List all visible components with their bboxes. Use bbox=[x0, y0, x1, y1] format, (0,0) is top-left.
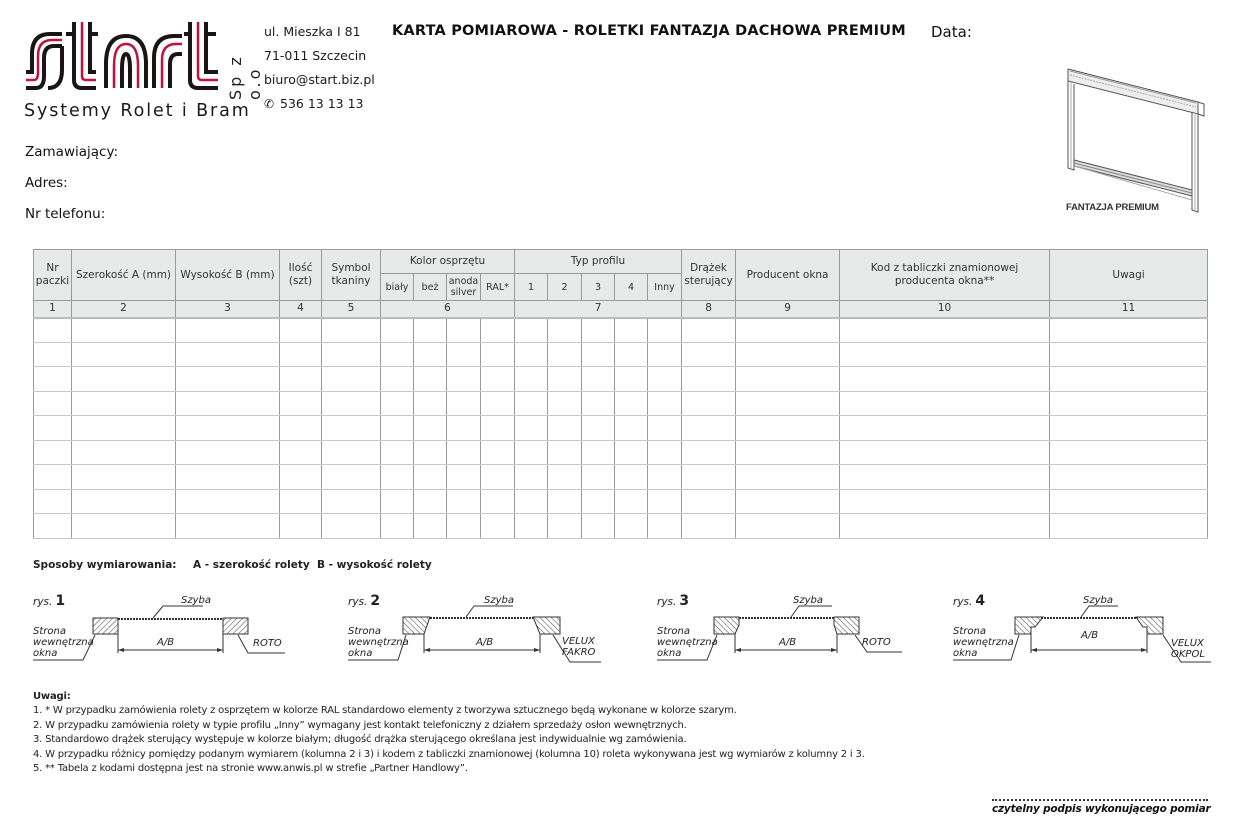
table-cell[interactable] bbox=[72, 440, 176, 465]
table-cell[interactable] bbox=[280, 416, 322, 441]
table-row bbox=[34, 367, 1208, 392]
table-cell[interactable] bbox=[548, 391, 582, 416]
table-cell[interactable] bbox=[648, 514, 682, 539]
table-cell[interactable] bbox=[447, 391, 481, 416]
table-cell[interactable] bbox=[280, 440, 322, 465]
table-cell[interactable] bbox=[548, 367, 582, 392]
table-cell[interactable] bbox=[414, 367, 447, 392]
hardware-option-ral: RAL* bbox=[481, 274, 515, 301]
roller-blind-drawing-icon bbox=[1058, 64, 1213, 214]
table-cell[interactable] bbox=[615, 391, 648, 416]
table-cell[interactable] bbox=[615, 367, 648, 392]
col-number: 5 bbox=[322, 301, 381, 318]
col-header-profile-type: Typ profilu bbox=[515, 250, 682, 274]
table-cell[interactable] bbox=[515, 514, 548, 539]
table-cell[interactable] bbox=[1050, 318, 1208, 343]
table-cell[interactable] bbox=[414, 489, 447, 514]
phone-row bbox=[264, 95, 375, 119]
dimension-label: A/B bbox=[157, 637, 175, 648]
product-image bbox=[1058, 64, 1213, 214]
table-cell[interactable] bbox=[582, 391, 615, 416]
figure-3 bbox=[657, 590, 957, 670]
table-cell[interactable] bbox=[548, 489, 582, 514]
table-cell[interactable] bbox=[381, 514, 414, 539]
table-cell[interactable] bbox=[515, 318, 548, 343]
table-cell[interactable] bbox=[840, 440, 1050, 465]
dimension-label: A/B bbox=[779, 637, 797, 648]
start-logo-icon bbox=[22, 18, 222, 93]
col-number: 7 bbox=[515, 301, 682, 318]
table-cell[interactable] bbox=[682, 342, 736, 367]
col-number: 10 bbox=[840, 301, 1050, 318]
table-cell[interactable] bbox=[381, 367, 414, 392]
table-cell[interactable] bbox=[414, 465, 447, 490]
figure-4 bbox=[953, 590, 1240, 670]
table-cell[interactable] bbox=[615, 416, 648, 441]
hardware-option-white: biały bbox=[381, 274, 414, 301]
table-cell[interactable] bbox=[515, 416, 548, 441]
notes-title: Uwagi: bbox=[33, 691, 71, 702]
table-cell[interactable] bbox=[381, 416, 414, 441]
table-cell[interactable] bbox=[515, 342, 548, 367]
figure-number: 2 bbox=[370, 593, 381, 609]
table-cell[interactable] bbox=[582, 514, 615, 539]
table-cell[interactable] bbox=[515, 489, 548, 514]
table-cell[interactable] bbox=[481, 342, 515, 367]
table-cell[interactable] bbox=[582, 367, 615, 392]
table-cell[interactable] bbox=[34, 489, 72, 514]
table-cell[interactable] bbox=[736, 391, 840, 416]
table-cell[interactable] bbox=[72, 489, 176, 514]
table-cell[interactable] bbox=[736, 318, 840, 343]
table-cell[interactable] bbox=[648, 465, 682, 490]
table-cell[interactable] bbox=[447, 342, 481, 367]
figure-number: 4 bbox=[975, 593, 986, 609]
phone-number[interactable]: 536 13 13 13 bbox=[280, 96, 364, 111]
table-cell[interactable] bbox=[615, 514, 648, 539]
table-cell[interactable] bbox=[322, 440, 381, 465]
figure-label: rys. bbox=[953, 596, 973, 608]
table-cell[interactable] bbox=[72, 416, 176, 441]
col-header-height: Wysokość B (mm) bbox=[176, 250, 280, 301]
table-cell[interactable] bbox=[582, 342, 615, 367]
product-caption: FANTAZJA PREMIUM bbox=[1066, 202, 1159, 213]
col-number: 8 bbox=[682, 301, 736, 318]
table-row bbox=[34, 440, 1208, 465]
figure-1 bbox=[33, 590, 333, 670]
table-cell[interactable] bbox=[72, 465, 176, 490]
table-cell[interactable] bbox=[176, 391, 280, 416]
dimension-b-label: B - wysokość rolety bbox=[317, 559, 432, 571]
table-cell[interactable] bbox=[280, 391, 322, 416]
figure-number: 1 bbox=[55, 593, 66, 609]
glass-label: Szyba bbox=[484, 595, 514, 606]
col-header-control-rod: Drążek sterujący bbox=[682, 250, 736, 301]
table-cell[interactable] bbox=[840, 342, 1050, 367]
table-cell[interactable] bbox=[1050, 416, 1208, 441]
email-link[interactable]: biuro@start.biz.pl bbox=[264, 72, 375, 87]
table-cell[interactable] bbox=[515, 440, 548, 465]
table-cell[interactable] bbox=[280, 514, 322, 539]
brand-label: ROTO bbox=[862, 637, 891, 648]
table-cell[interactable] bbox=[414, 391, 447, 416]
table-cell[interactable] bbox=[481, 416, 515, 441]
table-cell[interactable] bbox=[840, 416, 1050, 441]
table-cell[interactable] bbox=[322, 514, 381, 539]
glass-label: Szyba bbox=[793, 595, 823, 606]
brand-label: VELUX OKPOL bbox=[1171, 638, 1205, 660]
address-label: Adres: bbox=[25, 175, 68, 191]
table-cell[interactable] bbox=[736, 367, 840, 392]
table-cell[interactable] bbox=[840, 367, 1050, 392]
table-cell[interactable] bbox=[682, 514, 736, 539]
table-cell[interactable] bbox=[682, 465, 736, 490]
table-cell[interactable] bbox=[381, 465, 414, 490]
orderer-label: Zamawiający: bbox=[25, 144, 119, 160]
col-number: 3 bbox=[176, 301, 280, 318]
table-cell[interactable] bbox=[582, 489, 615, 514]
company-tagline: Systemy Rolet i Bram bbox=[24, 101, 251, 121]
table-cell[interactable] bbox=[176, 440, 280, 465]
table-cell[interactable] bbox=[1050, 514, 1208, 539]
phone-icon: ✆ bbox=[264, 97, 275, 111]
hardware-option-beige: beż bbox=[414, 274, 447, 301]
table-cell[interactable] bbox=[34, 367, 72, 392]
company-contact bbox=[264, 23, 375, 119]
table-cell[interactable] bbox=[414, 514, 447, 539]
table-cell[interactable] bbox=[381, 489, 414, 514]
col-header-qty: Ilość (szt) bbox=[280, 250, 322, 301]
table-cell[interactable] bbox=[736, 514, 840, 539]
table-cell[interactable] bbox=[548, 440, 582, 465]
table-cell[interactable] bbox=[682, 367, 736, 392]
signature-area bbox=[992, 799, 1211, 815]
table-cell[interactable] bbox=[414, 416, 447, 441]
table-cell[interactable] bbox=[322, 391, 381, 416]
table-cell[interactable] bbox=[381, 318, 414, 343]
table-cell[interactable] bbox=[280, 318, 322, 343]
table-cell[interactable] bbox=[840, 391, 1050, 416]
inner-side-label: Strona wewnętrzna okna bbox=[348, 626, 409, 659]
date-field-label: Data: bbox=[931, 23, 972, 41]
table-cell[interactable] bbox=[648, 440, 682, 465]
table-cell[interactable] bbox=[447, 440, 481, 465]
measurement-table bbox=[33, 249, 1208, 539]
inner-side-label: Strona wewnętrzna okna bbox=[953, 626, 1014, 659]
table-cell[interactable] bbox=[34, 416, 72, 441]
col-number: 1 bbox=[34, 301, 72, 318]
table-cell[interactable] bbox=[1050, 465, 1208, 490]
table-cell[interactable] bbox=[840, 318, 1050, 343]
figure-2 bbox=[348, 590, 648, 670]
table-cell[interactable] bbox=[548, 318, 582, 343]
table-cell[interactable] bbox=[840, 489, 1050, 514]
table-cell[interactable] bbox=[1050, 391, 1208, 416]
col-header-window-maker: Producent okna bbox=[736, 250, 840, 301]
table-cell[interactable] bbox=[481, 391, 515, 416]
table-cell[interactable] bbox=[176, 489, 280, 514]
col-number: 9 bbox=[736, 301, 840, 318]
table-cell[interactable] bbox=[682, 391, 736, 416]
table-cell[interactable] bbox=[582, 318, 615, 343]
table-cell[interactable] bbox=[280, 465, 322, 490]
table-cell[interactable] bbox=[176, 318, 280, 343]
table-cell[interactable] bbox=[447, 416, 481, 441]
table-cell[interactable] bbox=[736, 416, 840, 441]
brand-label: VELUX FAKRO bbox=[562, 636, 596, 658]
table-cell[interactable] bbox=[481, 465, 515, 490]
address-line2: 71-011 Szczecin bbox=[264, 48, 367, 63]
note-item: 2. W przypadku zamówienia rolety w typie profilu „Inny” wymagany jest kontakt telefoniczny z działem sprzedaży osłon wewnętrznych. bbox=[33, 719, 687, 731]
company-logo bbox=[22, 18, 264, 123]
table-cell[interactable] bbox=[280, 489, 322, 514]
table-row bbox=[34, 318, 1208, 343]
note-item: 3. Standardowo drążek sterujący występuje w kolorze białym; długość drążka sterującego określana jest indywidualnie wg zamówienia. bbox=[33, 734, 687, 745]
table-cell[interactable] bbox=[481, 318, 515, 343]
table-cell[interactable] bbox=[34, 391, 72, 416]
col-number: 2 bbox=[72, 301, 176, 318]
table-cell[interactable] bbox=[548, 465, 582, 490]
table-cell[interactable] bbox=[615, 342, 648, 367]
table-cell[interactable] bbox=[515, 367, 548, 392]
dimension-a-label: A - szerokość rolety bbox=[193, 559, 310, 571]
methods-title: Sposoby wymiarowania: bbox=[33, 559, 177, 571]
table-cell[interactable] bbox=[322, 489, 381, 514]
table-cell[interactable] bbox=[176, 367, 280, 392]
address-line1: ul. Mieszka I 81 bbox=[264, 24, 361, 39]
col-header-remarks: Uwagi bbox=[1050, 250, 1208, 301]
figure-label: rys. bbox=[657, 596, 677, 608]
col-header-nameplate-code: Kod z tabliczki znamionowej producenta okna** bbox=[840, 250, 1050, 301]
table-cell[interactable] bbox=[615, 489, 648, 514]
table-row bbox=[34, 391, 1208, 416]
table-cell[interactable] bbox=[615, 318, 648, 343]
table-cell[interactable] bbox=[736, 489, 840, 514]
col-header-width: Szerokość A (mm) bbox=[72, 250, 176, 301]
inner-side-label: Strona wewnętrzna okna bbox=[657, 626, 718, 659]
hardware-option-silver: anoda silver bbox=[447, 274, 481, 301]
note-item: 5. ** Tabela z kodami dostępna jest na stronie www.anwis.pl w strefie „Partner Handlowy”. bbox=[33, 763, 468, 774]
dimension-label: A/B bbox=[1081, 630, 1099, 641]
table-cell[interactable] bbox=[582, 440, 615, 465]
table-cell[interactable] bbox=[72, 342, 176, 367]
table-cell[interactable] bbox=[548, 514, 582, 539]
profile-option-4: 4 bbox=[615, 274, 648, 301]
glass-label: Szyba bbox=[181, 595, 211, 606]
profile-option-3: 3 bbox=[582, 274, 615, 301]
table-cell[interactable] bbox=[176, 342, 280, 367]
table-cell[interactable] bbox=[34, 465, 72, 490]
col-header-fabric: Symbol tkaniny bbox=[322, 250, 381, 301]
table-cell[interactable] bbox=[447, 318, 481, 343]
table-cell[interactable] bbox=[515, 391, 548, 416]
dimension-label: A/B bbox=[476, 637, 494, 648]
table-cell[interactable] bbox=[381, 391, 414, 416]
table-cell[interactable] bbox=[481, 489, 515, 514]
table-cell[interactable] bbox=[682, 489, 736, 514]
table-body bbox=[34, 318, 1208, 539]
page-title: KARTA POMIAROWA - ROLETKI FANTAZJA DACHOWA PREMIUM bbox=[392, 23, 906, 39]
notes-section bbox=[33, 690, 865, 777]
table-cell[interactable] bbox=[447, 367, 481, 392]
figure-label: rys. bbox=[348, 596, 368, 608]
table-cell[interactable] bbox=[1050, 440, 1208, 465]
table-cell[interactable] bbox=[1050, 342, 1208, 367]
table-cell[interactable] bbox=[72, 367, 176, 392]
table-row bbox=[34, 342, 1208, 367]
table-cell[interactable] bbox=[548, 416, 582, 441]
table-row bbox=[34, 489, 1208, 514]
profile-option-1: 1 bbox=[515, 274, 548, 301]
table-cell[interactable] bbox=[322, 342, 381, 367]
signature-label: czytelny podpis wykonującego pomiar bbox=[992, 803, 1211, 815]
table-cell[interactable] bbox=[548, 342, 582, 367]
table-cell[interactable] bbox=[682, 318, 736, 343]
table-cell[interactable] bbox=[280, 367, 322, 392]
table-cell[interactable] bbox=[648, 416, 682, 441]
measurement-methods bbox=[33, 559, 533, 573]
table-cell[interactable] bbox=[648, 391, 682, 416]
glass-label: Szyba bbox=[1083, 595, 1113, 606]
brand-label: ROTO bbox=[253, 638, 282, 649]
col-header-hardware-color: Kolor osprzętu bbox=[381, 250, 515, 274]
table-cell[interactable] bbox=[34, 342, 72, 367]
table-row bbox=[34, 514, 1208, 539]
table-cell[interactable] bbox=[481, 367, 515, 392]
col-number: 11 bbox=[1050, 301, 1208, 318]
table-cell[interactable] bbox=[481, 514, 515, 539]
table-cell[interactable] bbox=[1050, 489, 1208, 514]
table-cell[interactable] bbox=[736, 465, 840, 490]
table-cell[interactable] bbox=[414, 440, 447, 465]
table-cell[interactable] bbox=[615, 440, 648, 465]
table-cell[interactable] bbox=[72, 318, 176, 343]
customer-fields bbox=[25, 143, 118, 236]
table-cell[interactable] bbox=[381, 440, 414, 465]
table-cell[interactable] bbox=[72, 391, 176, 416]
table-cell[interactable] bbox=[615, 465, 648, 490]
figure-label: rys. bbox=[33, 596, 53, 608]
table-cell[interactable] bbox=[176, 465, 280, 490]
table-cell[interactable] bbox=[736, 342, 840, 367]
table-cell[interactable] bbox=[648, 489, 682, 514]
table-cell[interactable] bbox=[447, 514, 481, 539]
figure-number: 3 bbox=[679, 593, 690, 609]
table-cell[interactable] bbox=[582, 416, 615, 441]
table-cell[interactable] bbox=[582, 465, 615, 490]
table-cell[interactable] bbox=[322, 416, 381, 441]
table-cell[interactable] bbox=[682, 440, 736, 465]
table-cell[interactable] bbox=[322, 367, 381, 392]
table-cell[interactable] bbox=[322, 318, 381, 343]
note-item: 4. W przypadku różnicy pomiędzy podanym wymiarem (kolumna 2 i 3) i kodem z tabliczki znamionowej (kolumna 10) roleta wykonywana jest wg wymiarów z kolumny 2 i 3. bbox=[33, 748, 865, 760]
table-cell[interactable] bbox=[176, 416, 280, 441]
table-cell[interactable] bbox=[414, 342, 447, 367]
col-header-nr: Nr paczki bbox=[34, 250, 72, 301]
table-cell[interactable] bbox=[515, 465, 548, 490]
table-cell[interactable] bbox=[34, 440, 72, 465]
table-row bbox=[34, 416, 1208, 441]
table-cell[interactable] bbox=[736, 440, 840, 465]
table-row bbox=[34, 465, 1208, 490]
note-item: 1. * W przypadku zamówienia rolety z osprzętem w kolorze RAL standardowo elementy z tworzywa sztucznego będą wykonane w kolorze szarym. bbox=[33, 705, 737, 716]
table-cell[interactable] bbox=[34, 514, 72, 539]
inner-side-label: Strona wewnętrzna okna bbox=[33, 626, 94, 659]
table-cell[interactable] bbox=[280, 342, 322, 367]
table-cell[interactable] bbox=[840, 514, 1050, 539]
table-cell[interactable] bbox=[840, 465, 1050, 490]
table-cell[interactable] bbox=[72, 514, 176, 539]
table-cell[interactable] bbox=[414, 318, 447, 343]
table-cell[interactable] bbox=[322, 465, 381, 490]
table-cell[interactable] bbox=[682, 416, 736, 441]
table-cell[interactable] bbox=[34, 318, 72, 343]
table-cell[interactable] bbox=[648, 367, 682, 392]
table-cell[interactable] bbox=[648, 342, 682, 367]
table-cell[interactable] bbox=[648, 318, 682, 343]
col-number: 6 bbox=[381, 301, 515, 318]
table-cell[interactable] bbox=[447, 465, 481, 490]
col-number: 4 bbox=[280, 301, 322, 318]
table-cell[interactable] bbox=[447, 489, 481, 514]
table-cell[interactable] bbox=[381, 342, 414, 367]
profile-option-2: 2 bbox=[548, 274, 582, 301]
table-cell[interactable] bbox=[1050, 367, 1208, 392]
table-cell[interactable] bbox=[176, 514, 280, 539]
profile-option-other: Inny bbox=[648, 274, 682, 301]
legal-form: Sp z o.o bbox=[226, 54, 264, 100]
table-cell[interactable] bbox=[481, 440, 515, 465]
phone-field-label: Nr telefonu: bbox=[25, 206, 106, 222]
